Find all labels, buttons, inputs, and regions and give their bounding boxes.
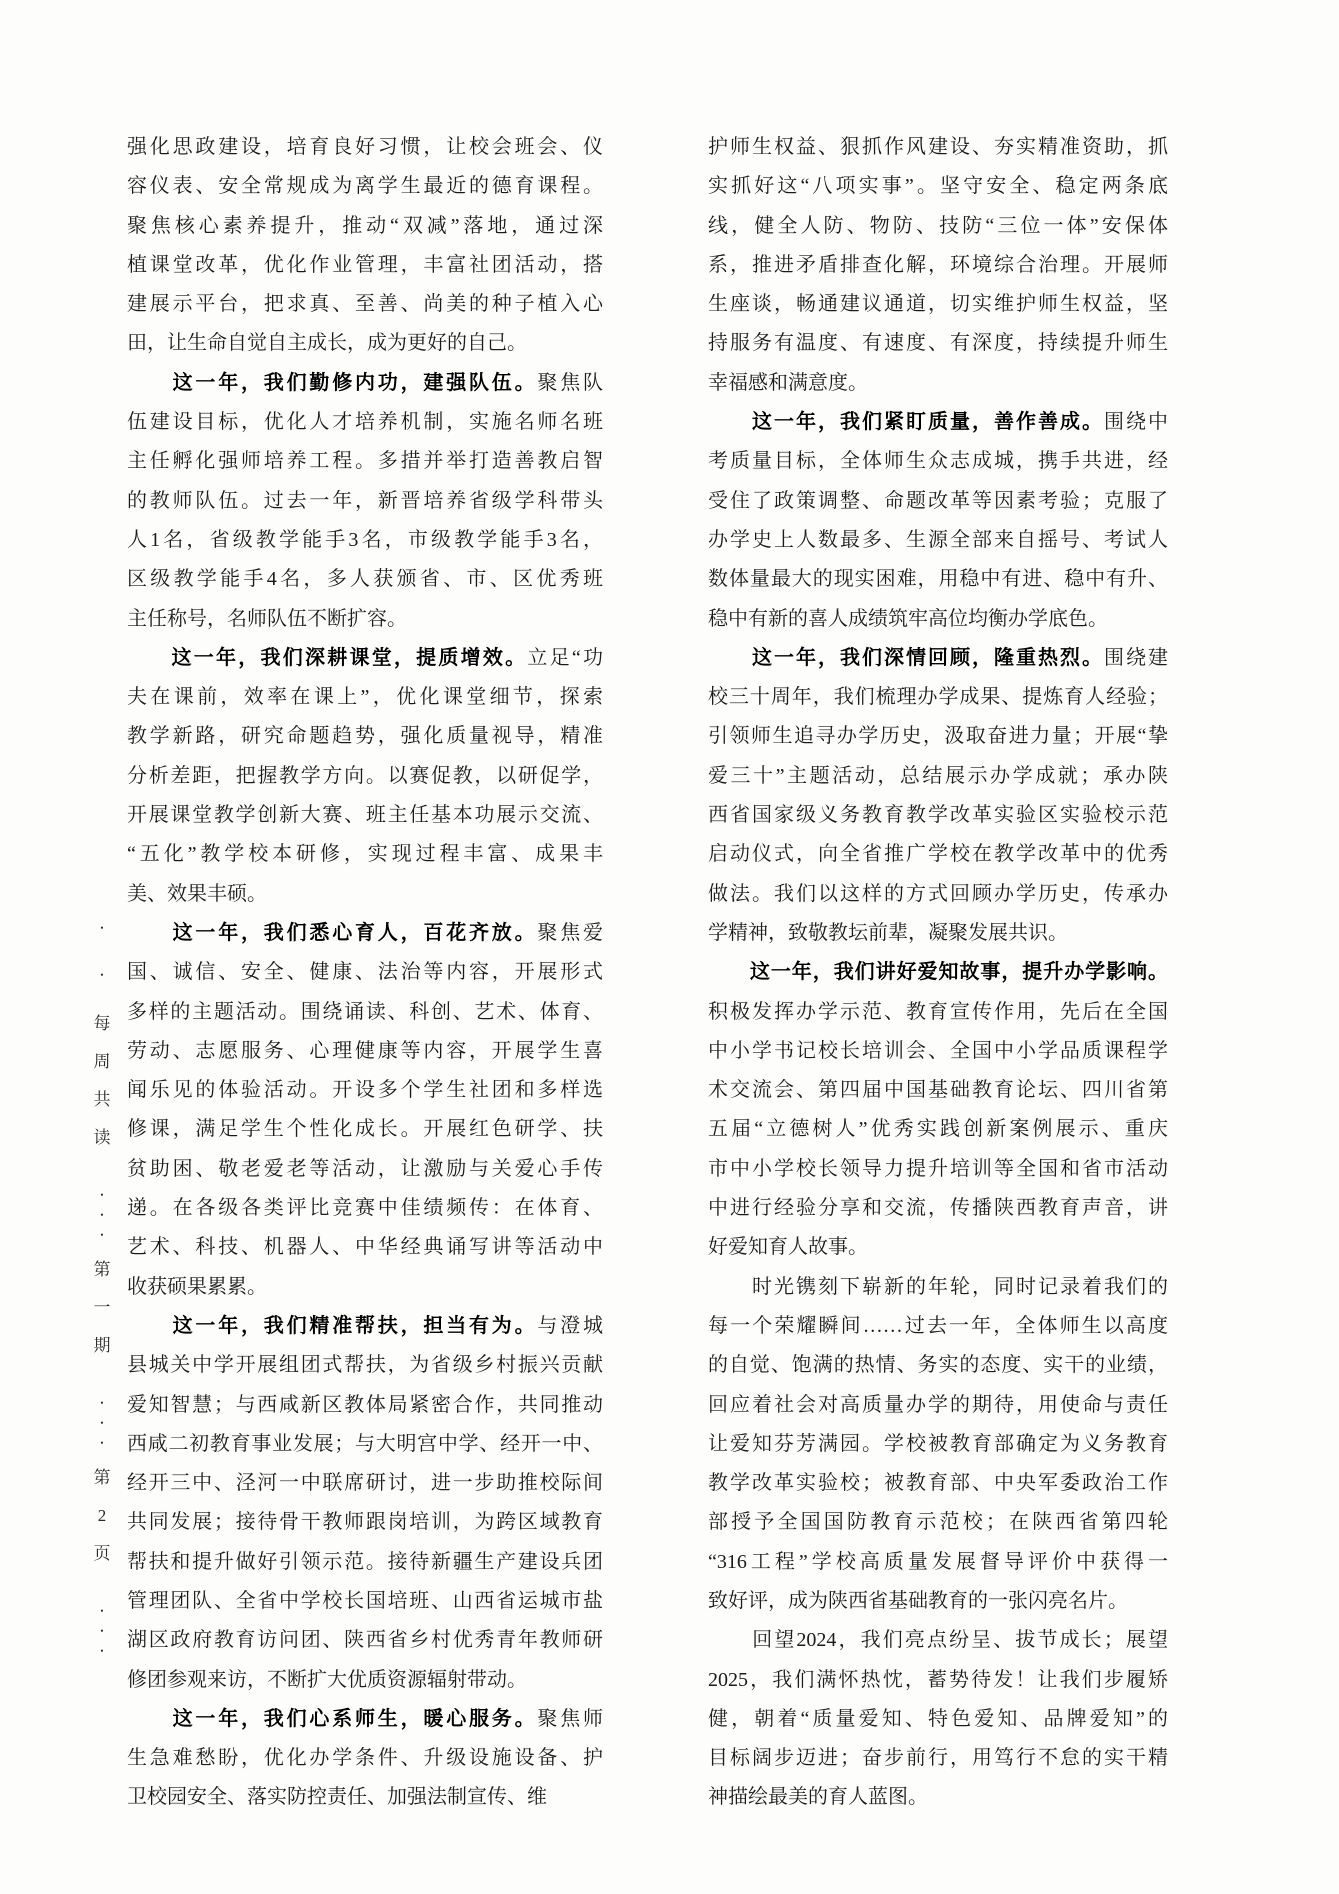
text-line [127,1346,603,1385]
text-line [708,403,1168,442]
text-line [127,128,603,167]
text-line [127,1307,603,1346]
body-text-run: 劳动、志愿服务、心理健康等内容，开展学生喜 [127,1039,603,1062]
body-text-run: 主任孵化强师培养工程。多措并举打造善教启智 [127,450,603,473]
text-line [708,482,1168,521]
body-text-run: 聚焦队 [537,371,604,394]
body-text-run: 教学新路，研究命题趋势，强化质量视导，精准 [127,725,603,748]
body-text-run: 西咸二初教育事业发展；与大明宫中学、经开一中、 [127,1432,603,1455]
text-line [127,1778,603,1817]
body-text-run: 持服务有温度、有速度、有深度，持续提升师生 [708,332,1168,355]
body-text-run: 经开三中、泾河一中联席研讨，进一步助推校际间 [127,1472,603,1495]
text-line [708,1543,1168,1582]
body-text-run: 的自觉、饱满的热情、务实的态度、实干的业绩， [708,1354,1168,1377]
margin-label-char: 2 [97,1506,107,1525]
text-line [708,1661,1168,1700]
text-line [708,1307,1168,1346]
text-line [127,600,603,639]
body-text-run: 湖区政府教育访问团、陕西省乡村优秀青年教师研 [127,1629,603,1652]
body-text-run: 爱三十”主题活动，总结展示办学成就；承办陕 [708,764,1168,787]
body-text-run: 校三十周年，我们梳理办学成果、提炼育人经验； [708,686,1168,709]
text-line [708,678,1168,717]
text-line [127,167,603,206]
body-text-run: 每一个荣耀瞬间……过去一年，全体师生以高度 [708,1314,1168,1337]
body-text-run: 生座谈，畅通建议通道，切实维护师生权益，坚 [708,293,1168,316]
body-text-run: 引领师生追寻办学历史，汲取奋进力量；开展“挚 [708,725,1168,748]
text-line [708,1464,1168,1503]
margin-label-char: 期 [93,1336,111,1355]
body-text-run: 办学史上人数最多、生源全部来自摇号、考试人 [708,528,1168,551]
text-line [708,1621,1168,1660]
body-text-run: 的教师队伍。过去一年，新晋培养省级学科带头 [127,489,603,512]
text-line [708,914,1168,953]
body-text-run: 2025，我们满怀热忱，蓄势待发！让我们步履矫 [708,1668,1168,1691]
body-text-run: 教学改革实验校；被教育部、中央军委政治工作 [708,1472,1168,1495]
body-text-run: 围绕建 [1104,646,1168,669]
bold-lead-run: 这一年，我们紧盯质量，善作善成。 [752,411,1104,434]
body-text-run: 数体量最大的现实困难，用稳中有进、稳中有升、 [708,568,1168,591]
body-text-run: 部授予全国国防教育示范校；在陕西省第四轮 [708,1511,1168,1534]
separator-dots-group [89,905,115,999]
body-text-run: 艺术、科技、机器人、中华经典诵写讲等活动中 [127,1236,603,1259]
body-text-run: 致好评，成为陕西省基础教育的一张闪亮名片。 [708,1589,1128,1612]
body-text-run: 时光镌刻下崭新的年轮，同时记录着我们的 [708,1275,1168,1298]
body-text-run: 考质量目标，全体师生众志成城，携手共进，经 [708,450,1168,473]
text-line [708,167,1168,206]
separator-dot: • [100,1606,104,1616]
separator-dot: • [100,1626,104,1636]
body-text-run [708,647,752,669]
body-text-run [127,1708,173,1730]
body-text-run: 实抓好这“八项实事”。坚守安全、稳定两条底 [708,175,1168,198]
body-text-run: 学精神，致敬教坛前辈，凝聚发展共识。 [708,921,1068,944]
text-line [127,1071,603,1110]
text-line [708,835,1168,874]
margin-label-char: 周 [93,1052,111,1071]
text-line [127,1543,603,1582]
bold-lead-run: 这一年，我们勤修内功，建强队伍。 [172,371,538,394]
separator-dot: • [100,1438,104,1448]
text-line [127,796,603,835]
body-text-run: 西省国家级义务教育教学改革实验区实验校示范 [708,804,1168,827]
body-text-run: 县城关中学开展组团式帮扶，为省级乡村振兴贡献 [127,1354,603,1377]
text-line [708,993,1168,1032]
body-text-run: 中小学书记校长培训会、全国中小学品质课程学 [708,1039,1168,1062]
text-line [127,1621,603,1660]
text-line [708,1228,1168,1267]
body-text-run [127,1315,173,1337]
text-line [708,442,1168,481]
body-text-run [708,961,750,983]
text-line [127,914,603,953]
text-line [708,1425,1168,1464]
bold-lead-run: 这一年，我们心系师生，暖心服务。 [172,1707,538,1730]
body-text-run [127,372,173,394]
bold-lead-run: 这一年，我们深耕课堂，提质增效。 [171,646,528,669]
text-line [127,757,603,796]
text-line [127,246,603,285]
body-text-run: 管理团队、全省中学校长国培班、山西省运城市盐 [127,1589,603,1612]
margin-label-group [89,1005,115,1157]
body-text-run: 聚焦爱 [537,921,604,944]
separator-dot: • [100,1646,104,1656]
margin-label-char: 每 [93,1014,111,1033]
text-line [127,364,603,403]
text-line [708,1582,1168,1621]
body-text-run: 植课堂改革，优化作业管理，丰富社团活动，搭 [127,253,603,276]
margin-label-char: 读 [93,1128,111,1147]
body-text-run: 聚焦核心素养提升，推动“双减”落地，通过深 [127,214,603,237]
text-line [708,1739,1168,1778]
text-line [127,953,603,992]
separator-dots-group [89,1393,115,1453]
body-text-run: 田，让生命自觉自主成长，成为更好的自己。 [127,332,527,355]
text-line [708,639,1168,678]
body-text-run: 分析差距，把握教学方向。以赛促教，以研促学， [127,764,603,787]
body-text-run: 目标阔步迈进；奋步前行，用笃行不怠的实干精 [708,1747,1168,1770]
body-text-run: 五届“立德树人”优秀实践创新案例展示、重庆 [708,1118,1168,1141]
body-text-run: 做法。我们以这样的方式回顾办学历史，传承办 [708,882,1168,905]
text-line [708,953,1168,992]
text-line [127,1268,603,1307]
text-line [127,639,603,678]
bold-lead-run: 这一年，我们精准帮扶，担当有为。 [172,1314,538,1337]
page-margin-vertical-label [89,905,115,1661]
text-line [708,717,1168,756]
body-text-run: 护师生权益、狠抓作风建设、夯实精准资助，抓 [708,136,1168,158]
body-text-run: 好爱知育人故事。 [708,1236,868,1259]
body-text-run: 稳中有新的喜人成绩筑牢高位均衡办学底色。 [708,607,1108,630]
text-line [708,1268,1168,1307]
text-line [127,324,603,363]
body-text-run: 立足“功 [527,646,604,669]
text-line [127,1228,603,1267]
body-text-run: 收获硕果累累。 [127,1275,267,1298]
text-line [127,482,603,521]
text-line [708,1386,1168,1425]
text-line [127,560,603,599]
text-line [127,1386,603,1425]
text-line [708,1032,1168,1071]
text-line [708,364,1168,403]
text-line [708,285,1168,324]
text-line [127,1661,603,1700]
text-line [127,835,603,874]
text-line [127,875,603,914]
body-text-run: 帮扶和提升做好引领示范。接待新疆生产建设兵团 [127,1550,603,1573]
text-line [127,1425,603,1464]
body-text-run: 开展课堂教学创新大赛、班主任基本功展示交流、 [127,804,603,827]
bold-lead-run: 这一年，我们讲好爱知故事，提升办学影响。 [749,961,1169,984]
body-text-run: 多样的主题活动。围绕诵读、科创、艺术、体育、 [127,1000,603,1023]
body-text-run: 卫校园安全、落实防控责任、加强法制宣传、维 [127,1786,547,1809]
body-text-run [127,922,173,944]
body-text-run: 回望2024，我们亮点纷呈、拔节成长；展望 [708,1629,1168,1652]
separator-dot: • [100,923,104,933]
text-line [127,1110,603,1149]
text-line [708,1150,1168,1189]
text-line [127,521,603,560]
text-line [127,442,603,481]
text-line [708,1071,1168,1110]
text-line [708,1778,1168,1817]
separator-dot: • [100,970,104,980]
margin-label-group [89,1459,115,1573]
body-text-run: 容仪表、安全常规成为离学生最近的德育课程。 [127,175,603,198]
text-line [708,1700,1168,1739]
body-text-run [708,411,752,433]
separator-dot: • [100,1230,104,1240]
body-text-run: 伍建设目标，优化人才培养机制，实施名师名班 [127,411,603,434]
body-text-run: 夫在课前，效率在课上”，优化课堂细节，探索 [127,686,603,709]
body-text-run: 贫助困、敬老爱老等活动，让激励与关爱心手传 [127,1157,603,1180]
body-text-run: 主任称号，名师队伍不断扩容。 [127,607,407,630]
body-text-run: 神描绘最美的育人蓝图。 [708,1786,928,1809]
margin-label-char: 页 [93,1544,111,1563]
text-line [127,717,603,756]
text-line [708,207,1168,246]
margin-label-char: 第 [93,1260,111,1279]
text-line [127,1582,603,1621]
text-line [708,1346,1168,1385]
body-text-run: 围绕中 [1104,411,1168,434]
body-text-run: 中进行经验分享和交流，传播陕西教育声音，讲 [708,1197,1168,1220]
text-line [708,560,1168,599]
text-line [708,521,1168,560]
body-text-run: 让爱知芬芳满园。学校被教育部确定为义务教育 [708,1432,1168,1455]
body-text-run: 强化思政建设，培育良好习惯，让校会班会、仪 [127,136,603,158]
text-line [127,678,603,717]
body-text-run: 闻乐见的体验活动。开设多个学生社团和多样选 [127,1079,603,1102]
body-text-run: 生急难愁盼，优化办学条件、升级设施设备、护 [127,1747,603,1770]
body-text-run [127,647,172,669]
text-line [708,796,1168,835]
text-line [127,993,603,1032]
separator-dot: • [100,1418,104,1428]
text-line [127,1464,603,1503]
text-line [708,1503,1168,1542]
body-text-run: 递。在各级各类评比竞赛中佳绩频传：在体育、 [127,1197,603,1220]
text-line [127,1032,603,1071]
body-text-run: 爱知智慧；与西咸新区教体局紧密合作，共同推动 [127,1393,603,1416]
body-text-run: 人1名，省级教学能手3名，市级教学能手3名， [127,528,603,551]
body-text-run: 受住了政策调整、命题改革等因素考验；克服了 [708,489,1168,512]
body-text-run: 美、效果丰硕。 [127,882,267,905]
text-line [708,324,1168,363]
text-line [708,1110,1168,1149]
separator-dots-group [89,1601,115,1661]
body-text-run: 术交流会、第四届中国基础教育论坛、四川省第 [708,1079,1168,1102]
body-text-run: 启动仪式，向全省推广学校在教学改革中的优秀 [708,843,1168,866]
text-line [708,246,1168,285]
text-line [127,207,603,246]
body-text-run: 修团参观来访，不断扩大优质资源辐射带动。 [127,1668,527,1691]
text-line [127,285,603,324]
text-line [708,757,1168,796]
body-text-run: 回应着社会对高质量办学的期待，用使命与责任 [708,1393,1168,1416]
separator-dot: • [100,1398,104,1408]
margin-label-char: 共 [93,1090,111,1109]
text-line [127,1700,603,1739]
separator-dots-group [89,1185,115,1245]
margin-label-char: 第 [93,1468,111,1487]
body-text-run: 修课，满足学生个性化成长。开展红色研学、扶 [127,1118,603,1141]
text-line [127,1739,603,1778]
body-text-run: 市中小学校长领导力提升培训等全国和省市活动 [708,1157,1168,1180]
text-line [127,1150,603,1189]
text-line [127,1189,603,1228]
bold-lead-run: 这一年，我们悉心育人，百花齐放。 [172,921,538,944]
text-line [127,1503,603,1542]
text-line [708,875,1168,914]
body-text-run: 健，朝着“质量爱知、特色爱知、品牌爱知”的 [708,1707,1168,1730]
separator-dot: • [100,1210,104,1220]
text-line [127,403,603,442]
body-text-run: 共同发展；接待骨干教师跟岗培训，为跨区域教育 [127,1511,603,1534]
text-line [708,600,1168,639]
text-column-left [127,128,603,1818]
margin-label-char: 一 [93,1298,111,1317]
body-text-run: 国、诚信、安全、健康、法治等内容，开展形式 [127,961,603,984]
body-text-run: 区级教学能手4名，多人获颁省、市、区优秀班 [127,568,603,591]
body-text-run: 幸福感和满意度。 [708,371,868,394]
body-text-run: “316工程”学校高质量发展督导评价中获得一 [708,1550,1168,1573]
body-text-run: 积极发挥办学示范、教育宣传作用，先后在全国 [708,1000,1168,1023]
separator-dot: • [100,1190,104,1200]
text-line [708,1189,1168,1228]
bold-lead-run: 这一年，我们深情回顾，隆重热烈。 [752,646,1104,669]
body-text-run: 与澄城 [537,1314,604,1337]
body-text-run: 建展示平台，把求真、至善、尚美的种子植入心 [127,293,603,316]
text-line [708,128,1168,167]
text-column-right [708,128,1168,1818]
body-text-run: “五化”教学校本研修，实现过程丰富、成果丰 [127,843,603,866]
body-text-run: 聚焦师 [537,1707,604,1730]
body-text-run: 系，推进矛盾排查化解，环境综合治理。开展师 [708,253,1168,276]
margin-label-group [89,1251,115,1365]
body-text-run: 线，健全人防、物防、技防“三位一体”安保体 [708,214,1168,237]
